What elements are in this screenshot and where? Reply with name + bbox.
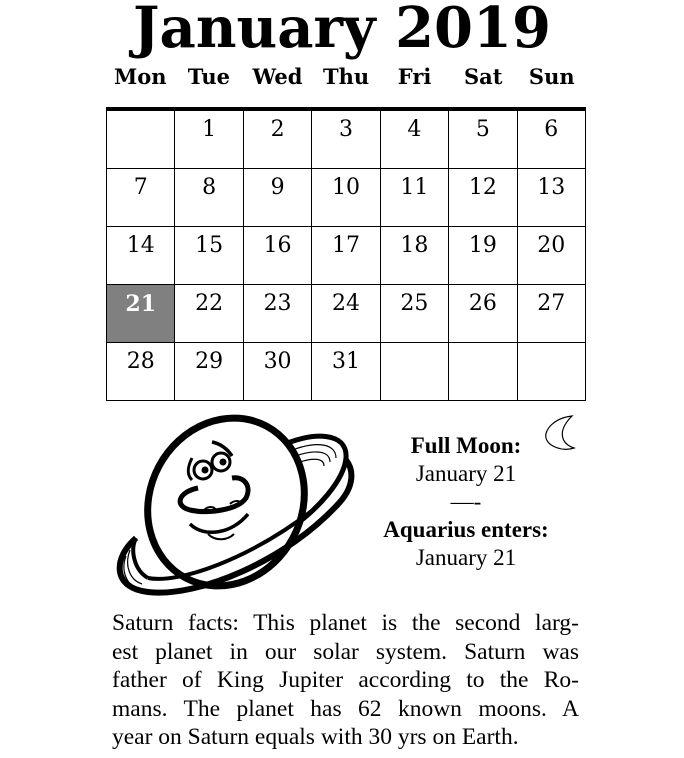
- empty-day-cell: [381, 343, 449, 401]
- day-cell-23: 23: [244, 285, 312, 343]
- day-cell-31: 31: [312, 343, 380, 401]
- separator: —-: [450, 489, 482, 514]
- aquarius-label: Aquarius enters:: [383, 517, 549, 542]
- day-cell-21: 21: [107, 285, 175, 343]
- day-cell-25: 25: [381, 285, 449, 343]
- day-cell-4: 4: [381, 111, 449, 169]
- day-cell-17: 17: [312, 227, 380, 285]
- day-cell-19: 19: [449, 227, 517, 285]
- day-cell-12: 12: [449, 169, 517, 227]
- facts-line: father of King Jupiter according to the Ro-: [112, 667, 579, 693]
- weekday-sun: Sun: [528, 64, 575, 89]
- full-moon-date: January 21: [415, 461, 517, 486]
- day-cell-16: 16: [244, 227, 312, 285]
- full-moon-label: Full Moon:: [410, 433, 522, 458]
- weekday-tue: Tue: [187, 64, 231, 89]
- day-cell-26: 26: [449, 285, 517, 343]
- facts-line: year on Saturn equals with 30 yrs on Earth.: [112, 724, 519, 750]
- day-cell-11: 11: [381, 169, 449, 227]
- weekday-mon: Mon: [114, 64, 167, 89]
- saturn-cartoon-icon: [108, 410, 358, 602]
- weekday-thu: Thu: [322, 64, 370, 89]
- facts-line: Saturn facts: This planet is the second larg-: [112, 610, 579, 636]
- day-cell-3: 3: [312, 111, 380, 169]
- day-cell-8: 8: [175, 169, 243, 227]
- day-cell-14: 14: [107, 227, 175, 285]
- empty-day-cell: [518, 343, 586, 401]
- day-cell-6: 6: [518, 111, 586, 169]
- weekday-header: [106, 62, 586, 92]
- day-cell-5: 5: [449, 111, 517, 169]
- day-cell-30: 30: [244, 343, 312, 401]
- day-cell-29: 29: [175, 343, 243, 401]
- aquarius-date: January 21: [415, 545, 517, 570]
- day-cell-22: 22: [175, 285, 243, 343]
- facts-line: est planet in our solar system. Saturn was: [112, 638, 579, 665]
- page-title: January 2019: [133, 0, 551, 61]
- day-cell-24: 24: [312, 285, 380, 343]
- day-cell-13: 13: [518, 169, 586, 227]
- day-cell-18: 18: [381, 227, 449, 285]
- weekday-fri: Fri: [397, 64, 432, 89]
- day-cell-10: 10: [312, 169, 380, 227]
- weekday-sat: Sat: [463, 64, 503, 89]
- empty-day-cell: [449, 343, 517, 401]
- saturn-facts: [112, 609, 579, 752]
- day-cell-27: 27: [518, 285, 586, 343]
- calendar-grid: [106, 107, 586, 401]
- facts-line: mans. The planet has 62 known moons. A: [112, 695, 579, 722]
- empty-day-cell: [107, 111, 175, 169]
- day-cell-20: 20: [518, 227, 586, 285]
- events-panel: [360, 432, 572, 572]
- day-cell-9: 9: [244, 169, 312, 227]
- day-cell-2: 2: [244, 111, 312, 169]
- weekday-wed: Wed: [252, 64, 303, 89]
- day-cell-1: 1: [175, 111, 243, 169]
- day-cell-28: 28: [107, 343, 175, 401]
- day-cell-15: 15: [175, 227, 243, 285]
- day-cell-7: 7: [107, 169, 175, 227]
